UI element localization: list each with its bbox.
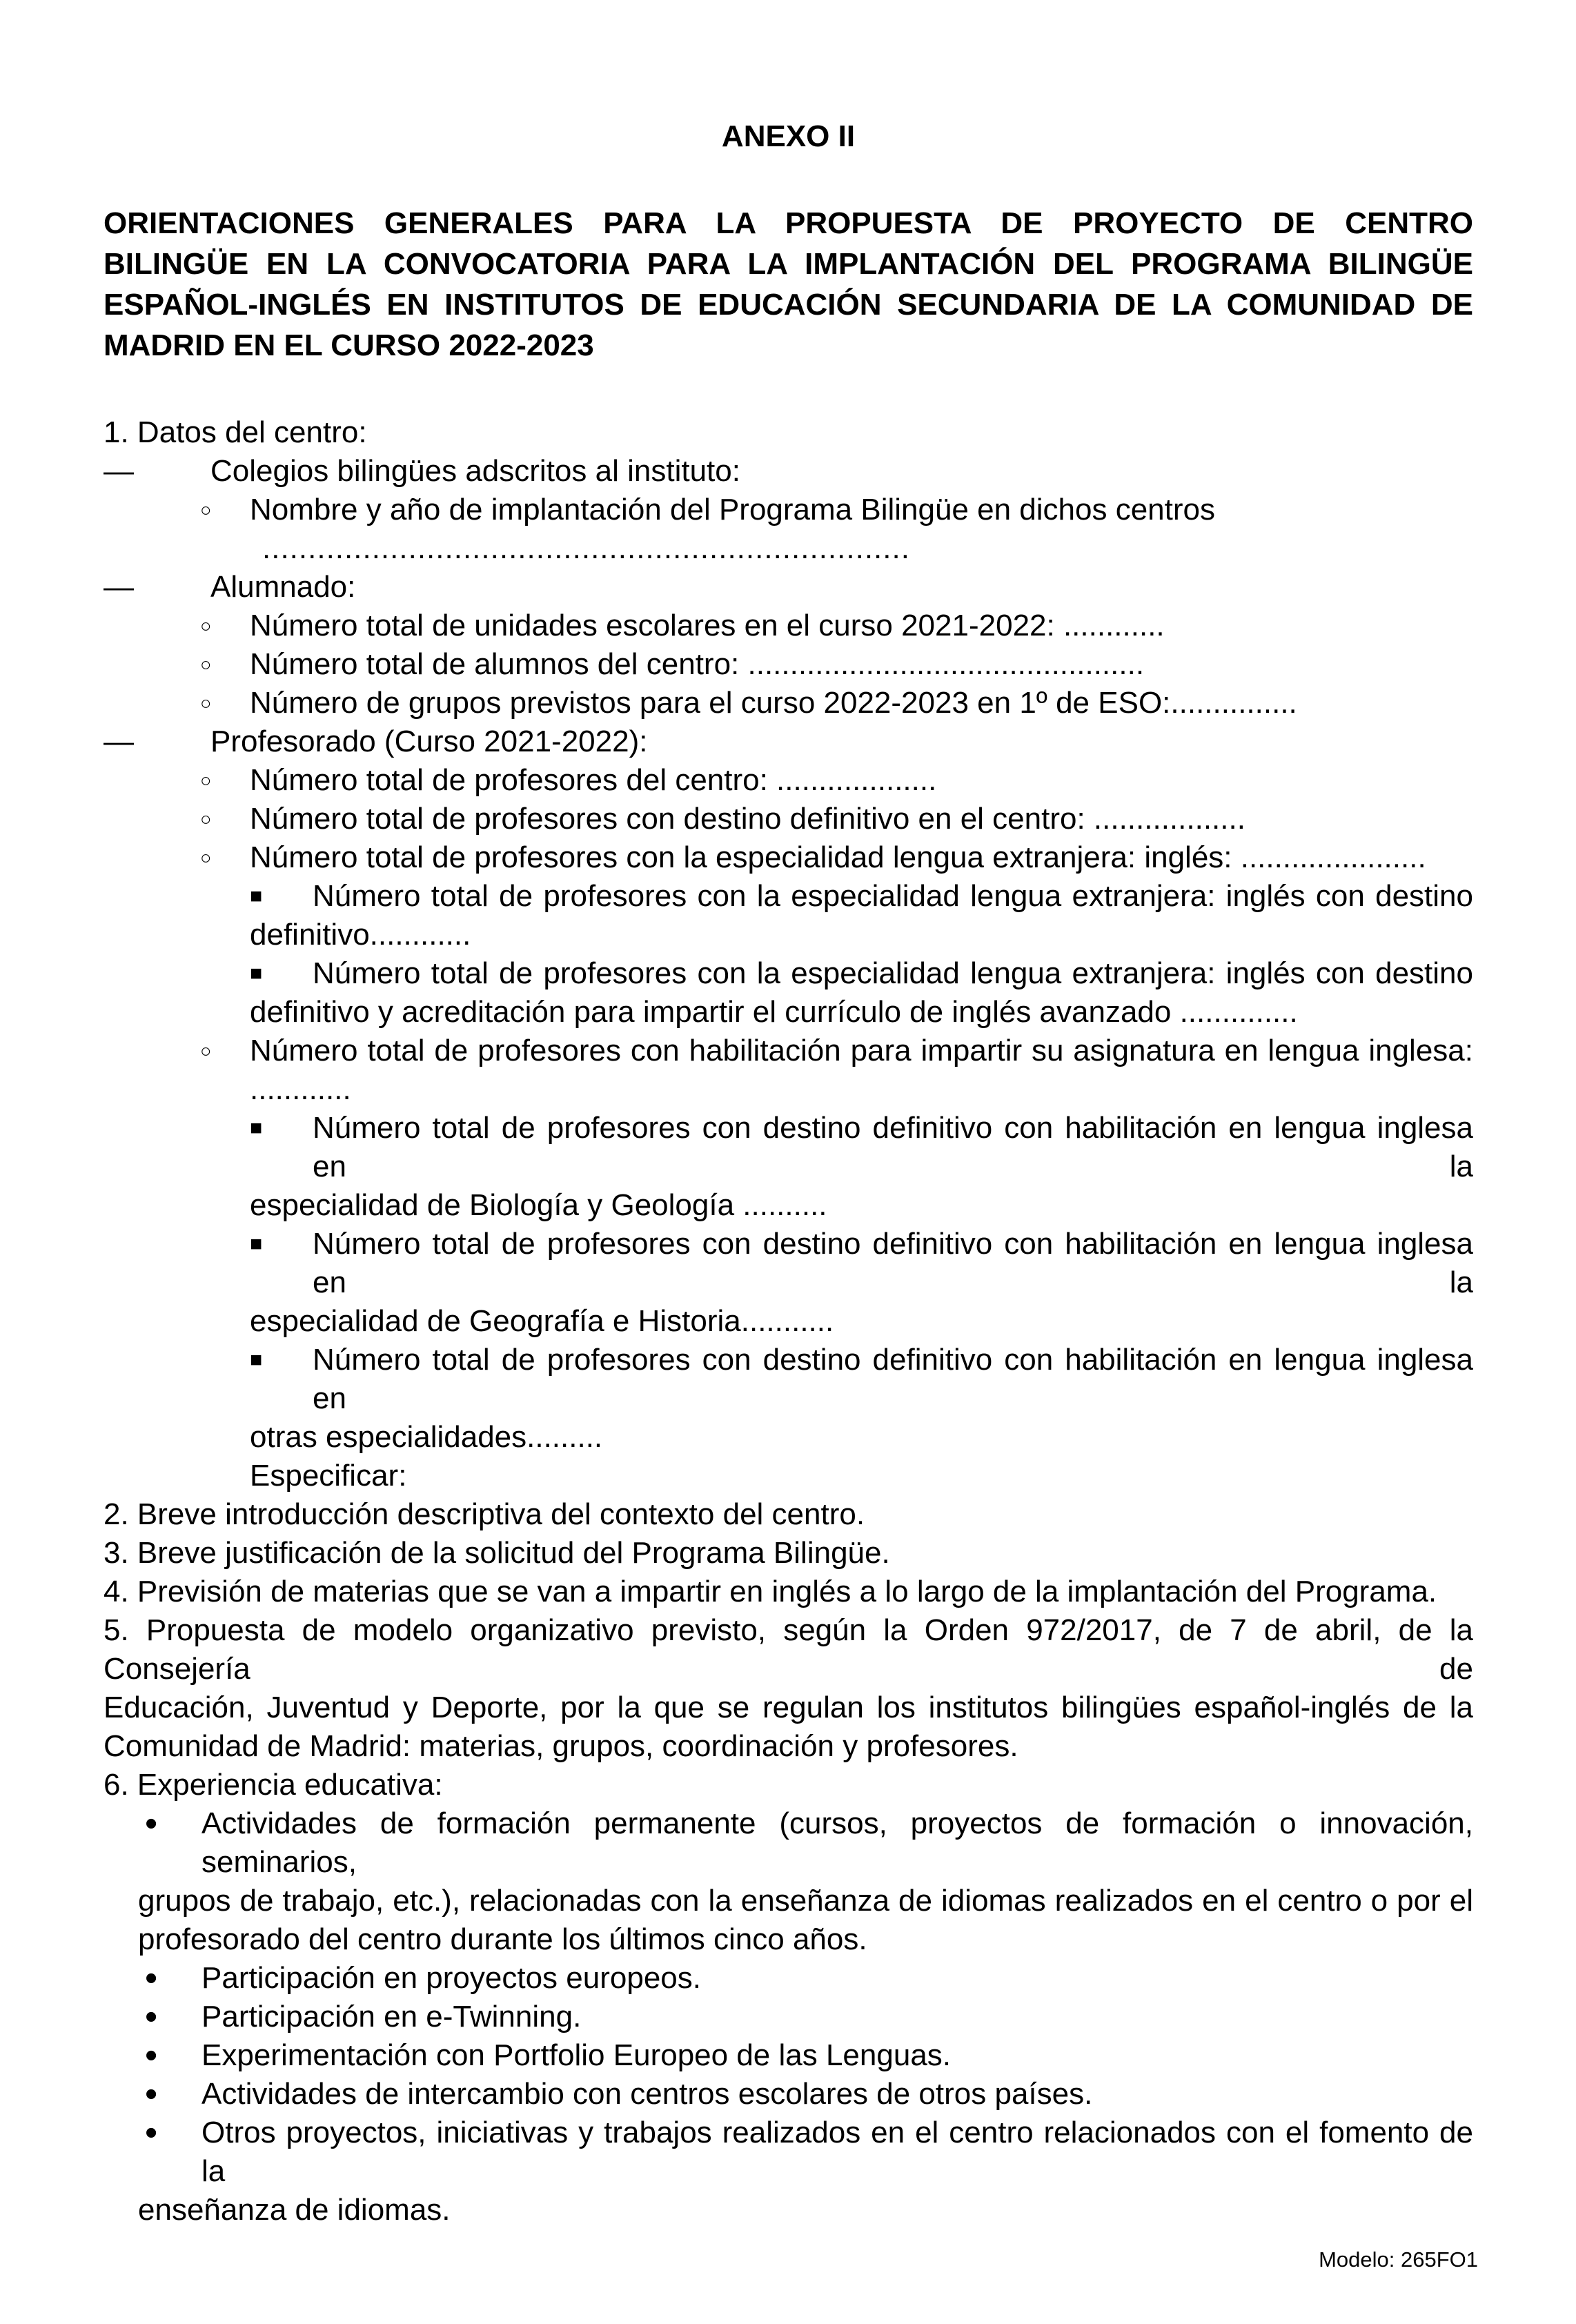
- item-breve-introduccion: 2. Breve introducción descriptiva del contexto del centro.: [104, 1497, 865, 1531]
- heading-line: ESPAÑOL-INGLÉS EN INSTITUTOS DE EDUCACIÓN SECUNDARIA DE LA COMUNIDAD DE: [104, 288, 1473, 322]
- bullet-item-otros-line2: enseñanza de idiomas.: [138, 2193, 451, 2227]
- circle-bullet-icon: ○: [200, 616, 212, 636]
- dash-item-text: Colegios bilingües adscritos al instituto:: [210, 454, 740, 488]
- o-item-text: Número total de alumnos del centro: ...............................................: [250, 647, 1145, 681]
- o-item-text: Número total de profesores del centro: ...................: [250, 763, 937, 797]
- o-item-text: Número total de unidades escolares en el curso 2021-2022: ............: [250, 609, 1165, 642]
- round-bullet-icon: •: [145, 2113, 158, 2153]
- circle-bullet-icon: ○: [200, 770, 212, 791]
- document-body: [104, 413, 1473, 2229]
- round-bullet-icon: •: [145, 2036, 158, 2076]
- o-item-habilitacion-dots: ............: [250, 1072, 351, 1106]
- document-heading: [104, 203, 1473, 366]
- sq-item-acreditacion-line1: [104, 954, 1473, 993]
- o-item-habilitacion-line1: [104, 1032, 1473, 1070]
- o-item-text: Número total de profesores con destino definitivo en el centro: ..................: [250, 802, 1245, 836]
- bullet-item-formacion-line1: [104, 1804, 1473, 1882]
- o-item-grupos-previstos: [104, 684, 1473, 722]
- item-experiencia-educativa: 6. Experiencia educativa:: [104, 1768, 443, 1802]
- sq-item-biologia-line2: especialidad de Biología y Geología ..........: [250, 1188, 827, 1222]
- dash-icon: —: [104, 454, 134, 488]
- form-model-code: Modelo: 265FO1: [1319, 2247, 1478, 2272]
- dash-item-alumnado: [104, 568, 1473, 607]
- heading-line: BILINGÜE EN LA CONVOCATORIA PARA LA IMPLANTACIÓN DEL PROGRAMA BILINGÜE: [104, 247, 1473, 281]
- o-item-text: Nombre y año de implantación del Programa Bilingüe en dichos centros: [250, 493, 1215, 526]
- heading-line: ORIENTACIONES GENERALES PARA LA PROPUESTA DE PROYECTO DE CENTRO: [104, 206, 1473, 240]
- sq-item-text: Número total de profesores con destino definitivo con habilitación en lengua inglesa en la: [313, 1227, 1473, 1299]
- dash-item-text: Profesorado (Curso 2021-2022):: [210, 725, 648, 758]
- line-especificar: Especificar:: [250, 1459, 407, 1493]
- square-bullet-icon: ■: [250, 962, 263, 985]
- dash-icon: —: [104, 725, 134, 758]
- bullet-item-formacion-line3: profesorado del centro durante los últimos cinco años.: [138, 1922, 867, 1956]
- o-item-unidades-escolares: [104, 607, 1473, 645]
- circle-bullet-icon: ○: [200, 654, 212, 675]
- circle-bullet-icon: ○: [200, 809, 212, 829]
- bullet-item-etwinning: [104, 1998, 1473, 2036]
- bullet-item-otros-line1: [104, 2114, 1473, 2191]
- dotted-fill-line: .......................................................................: [262, 531, 910, 565]
- round-bullet-icon: •: [145, 1997, 158, 2037]
- circle-bullet-icon: ○: [200, 500, 212, 520]
- bullet-item-text: Experimentación con Portfolio Europeo de las Lenguas.: [201, 2038, 952, 2072]
- square-bullet-icon: ■: [250, 1232, 263, 1255]
- bullet-item-portfolio: [104, 2036, 1473, 2075]
- dash-item-colegios: [104, 452, 1473, 491]
- circle-bullet-icon: ○: [200, 693, 212, 713]
- sq-item-text: Número total de profesores con la especialidad lengua extranjera: inglés con destino: [313, 879, 1473, 913]
- page-content: [104, 117, 1473, 2229]
- heading-line: MADRID EN EL CURSO 2022-2023: [104, 328, 594, 362]
- circle-bullet-icon: ○: [200, 847, 212, 868]
- square-bullet-icon: ■: [250, 1116, 263, 1139]
- square-bullet-icon: ■: [250, 885, 263, 907]
- sq-item-geografia-line2: especialidad de Geografía e Historia...........: [250, 1304, 834, 1338]
- bullet-item-text: Otros proyectos, iniciativas y trabajos realizados en el centro relacionados con el fomento de la: [201, 2116, 1473, 2188]
- o-item-total-alumnos: [104, 645, 1473, 684]
- bullet-item-text: Actividades de intercambio con centros escolares de otros países.: [201, 2077, 1093, 2111]
- square-bullet-icon: ■: [250, 1348, 263, 1371]
- item-propuesta-line1: 5. Propuesta de modelo organizativo previsto, según la Orden 972/2017, de 7 de abril, de la Consejería de: [104, 1613, 1473, 1686]
- bullet-item-text: Participación en proyectos europeos.: [201, 1961, 701, 1995]
- sq-item-acreditacion-line2: definitivo y acreditación para impartir el currículo de inglés avanzado ..............: [250, 995, 1298, 1029]
- page-title: ANEXO II: [721, 119, 856, 153]
- sq-item-text: Número total de profesores con destino definitivo con habilitación en lengua inglesa en la: [313, 1111, 1473, 1183]
- sq-item-otras-line2: otras especialidades.........: [250, 1420, 603, 1454]
- item-propuesta-line2: Educación, Juventud y Deporte, por la que se regulan los institutos bilingües español-inglés de la: [104, 1691, 1473, 1724]
- o-item-especialidad-ingles: [104, 838, 1473, 877]
- o-item-text: Número total de profesores con habilitación para impartir su asignatura en lengua inglesa:: [250, 1034, 1473, 1067]
- bullet-item-formacion-line2: grupos de trabajo, etc.), relacionadas con la enseñanza de idiomas realizados en el centro o por el: [138, 1884, 1473, 1918]
- bullet-item-proyectos-europeos: [104, 1959, 1473, 1998]
- o-item-profesores-centro: [104, 761, 1473, 800]
- round-bullet-icon: •: [145, 1958, 158, 1998]
- round-bullet-icon: •: [145, 1804, 158, 1844]
- dash-item-profesorado: [104, 722, 1473, 761]
- sq-item-destino-line1: [104, 877, 1473, 916]
- sq-item-text: Número total de profesores con la especialidad lengua extranjera: inglés con destino: [313, 956, 1473, 990]
- sq-item-geografia-line1: [104, 1225, 1473, 1302]
- circle-bullet-icon: ○: [200, 1041, 212, 1061]
- o-item-text: Número total de profesores con la especialidad lengua extranjera: inglés: ......................: [250, 840, 1426, 874]
- dash-icon: —: [104, 570, 134, 604]
- o-item-nombre-implantacion: [104, 491, 1473, 529]
- dash-item-text: Alumnado:: [210, 570, 356, 604]
- sq-item-biologia-line1: [104, 1109, 1473, 1186]
- item-breve-justificacion: 3. Breve justificación de la solicitud del Programa Bilingüe.: [104, 1536, 890, 1570]
- o-item-text: Número de grupos previstos para el curso 2022-2023 en 1º de ESO:...............: [250, 686, 1297, 720]
- item-datos-del-centro: 1. Datos del centro:: [104, 415, 367, 449]
- bullet-item-text: Participación en e-Twinning.: [201, 2000, 582, 2034]
- sq-item-text: Número total de profesores con destino definitivo con habilitación en lengua inglesa en: [313, 1343, 1473, 1415]
- bullet-item-intercambio: [104, 2075, 1473, 2114]
- round-bullet-icon: •: [145, 2074, 158, 2114]
- item-propuesta-line3: Comunidad de Madrid: materias, grupos, coordinación y profesores.: [104, 1729, 1018, 1763]
- sq-item-destino-line2: definitivo............: [250, 918, 471, 952]
- item-prevision-materias: 4. Previsión de materias que se van a impartir en inglés a lo largo de la implantación del Programa.: [104, 1575, 1437, 1608]
- sq-item-otras-line1: [104, 1341, 1473, 1418]
- bullet-item-text: Actividades de formación permanente (cursos, proyectos de formación o innovación, seminarios,: [201, 1806, 1473, 1879]
- o-item-destino-definitivo: [104, 800, 1473, 838]
